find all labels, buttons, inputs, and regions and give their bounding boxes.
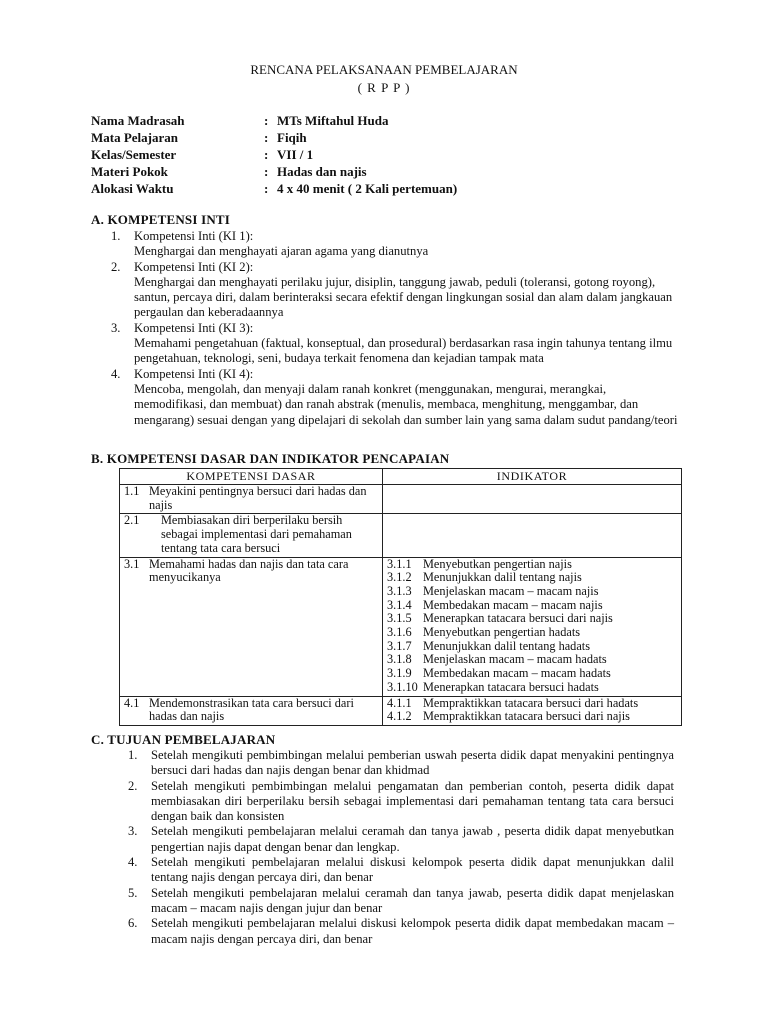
doc-subtitle: ( R P P ) bbox=[357, 80, 411, 95]
info-row bbox=[91, 112, 457, 129]
table-row bbox=[120, 557, 682, 696]
table-row bbox=[120, 485, 682, 514]
info-value: VII / 1 bbox=[277, 147, 314, 162]
info-label: Mata Pelajaran bbox=[91, 130, 179, 145]
indicator-text: Menjelaskan macam – macam najis bbox=[423, 583, 599, 598]
indicator-item bbox=[387, 640, 677, 654]
section-a-heading: A. KOMPETENSI INTI bbox=[91, 212, 231, 227]
objective-text: Setelah mengikuti pembimbingan melalui pemberian uswah peserta didik dapat menyakini pentingnya bersuci dari hadas dan najis dengan benar dan khidmad bbox=[151, 748, 674, 778]
indicator-number: 3.1.10 bbox=[387, 679, 418, 694]
indicator-item bbox=[387, 667, 677, 681]
section-b-heading: B. KOMPETENSI DASAR DAN INDIKATOR PENCAPAIAN bbox=[91, 451, 450, 466]
indicator-cell bbox=[383, 696, 682, 725]
info-colon: : bbox=[264, 147, 269, 162]
kd-number: 3.1 bbox=[124, 556, 140, 571]
indicator-text: Menjelaskan macam – macam hadats bbox=[423, 652, 607, 667]
indicator-text: Membedakan macam – macam hadats bbox=[423, 666, 611, 681]
indicator-number: 3.1.7 bbox=[387, 638, 412, 653]
indicator-text: Mempraktikkan tatacara bersuci dari najis bbox=[423, 709, 630, 724]
objective-number: 4. bbox=[128, 855, 138, 870]
objective-text: Setelah mengikuti pembimbingan melalui pengamatan dan pemberian contoh, peserta didik dapat membiasakan diri berperilaku bersih sebagai implementasi dari pemahaman tentang tata cara bersuci dengan baik dan konsisten bbox=[151, 778, 674, 824]
info-colon: : bbox=[264, 113, 269, 128]
info-label: Nama Madrasah bbox=[91, 113, 185, 128]
ki-number: 4. bbox=[111, 366, 121, 381]
objectives-list bbox=[128, 748, 674, 947]
ki-title: Kompetensi Inti (KI 2): bbox=[134, 259, 254, 274]
ki-desc: Menghargai dan menghayati perilaku jujur, disiplin, tanggung jawab, peduli (toleransi, gotong royong), santun, percaya diri, dalam berinteraksi secara efektif dengan lingkungan sosial dan alam dalam jangkauan pergaulan dan keberadaannya bbox=[134, 274, 673, 320]
ki-desc: Menghargai dan menghayati ajaran agama yang dianutnya bbox=[134, 244, 429, 259]
info-label: Alokasi Waktu bbox=[91, 181, 174, 196]
info-value: MTs Miftahul Huda bbox=[277, 113, 389, 128]
indicator-cell bbox=[383, 514, 682, 557]
info-row bbox=[91, 146, 457, 163]
table-header-row bbox=[120, 469, 682, 485]
indicator-text: Membedakan macam – macam najis bbox=[423, 597, 603, 612]
kd-number: 1.1 bbox=[124, 484, 140, 498]
indicator-number: 3.1.2 bbox=[387, 570, 412, 585]
kd-indicator-table bbox=[119, 468, 682, 726]
indicator-number: 3.1.4 bbox=[387, 597, 412, 612]
indicator-item bbox=[387, 585, 677, 599]
indicator-item bbox=[387, 571, 677, 585]
info-colon: : bbox=[264, 130, 269, 145]
indicator-item bbox=[387, 612, 677, 626]
list-item bbox=[128, 779, 674, 825]
list-item bbox=[111, 229, 681, 260]
indicator-number: 4.1.1 bbox=[387, 695, 412, 710]
info-value: Hadas dan najis bbox=[277, 164, 367, 179]
indicator-text: Menerapkan tatacara bersuci hadats bbox=[423, 679, 599, 694]
list-item bbox=[128, 855, 674, 886]
objective-text: Setelah mengikuti pembelajaran melalui diskusi kelompok peserta didik dapat membedakan macam – macam najis dengan percaya diri, dan benar bbox=[151, 916, 674, 946]
identity-block bbox=[91, 112, 457, 197]
table-row bbox=[120, 514, 682, 557]
info-row bbox=[91, 163, 457, 180]
col-header-indicator: INDIKATOR bbox=[383, 469, 682, 485]
kd-text: Membiasakan diri berperilaku bersih sebagai implementasi dari pemahaman tentang tata cara bersuci bbox=[161, 513, 352, 555]
kd-number: 2.1 bbox=[124, 513, 140, 528]
ki-title: Kompetensi Inti (KI 4): bbox=[134, 366, 254, 381]
objective-text: Setelah mengikuti pembelajaran melalui ceramah dan tanya jawab , peserta didik dapat menyebutkan pengertian najis dapat dengan benar dan lengkap. bbox=[151, 824, 674, 854]
ki-title: Kompetensi Inti (KI 3): bbox=[134, 320, 254, 335]
info-row bbox=[91, 129, 457, 146]
ki-title: Kompetensi Inti (KI 1): bbox=[134, 229, 254, 243]
col-header-kd: KOMPETENSI DASAR bbox=[120, 469, 383, 485]
indicator-number: 3.1.6 bbox=[387, 625, 412, 640]
indicator-text: Mempraktikkan tatacara bersuci dari hadats bbox=[423, 695, 639, 710]
kd-cell bbox=[120, 485, 383, 514]
kd-cell bbox=[120, 557, 383, 696]
kd-number: 4.1 bbox=[124, 695, 140, 710]
indicator-number: 3.1.9 bbox=[387, 666, 412, 681]
list-item bbox=[128, 886, 674, 917]
info-colon: : bbox=[264, 164, 269, 179]
indicator-text: Menunjukkan dalil tentang hadats bbox=[423, 638, 590, 653]
objective-text: Setelah mengikuti pembelajaran melalui diskusi kelompok peserta didik dapat menunjukkan dalil tentang najis dengan percaya diri, dan benar bbox=[151, 855, 674, 885]
indicator-item bbox=[387, 697, 677, 711]
list-item bbox=[128, 916, 674, 947]
indicator-item bbox=[387, 558, 677, 572]
kd-text: Mendemonstrasikan tata cara bersuci dari hadas dan najis bbox=[149, 695, 354, 724]
objective-text: Setelah mengikuti pembelajaran melalui ceramah dan tanya jawab, peserta didik dapat menjelaskan macam – macam najis dengan jujur dan benar bbox=[151, 885, 674, 915]
objective-number: 1. bbox=[128, 748, 138, 762]
ki-desc: Mencoba, mengolah, dan menyaji dalam ranah konkret (menggunakan, mengurai, merangkai, memodifikasi, dan membuat) dan ranah abstrak (menulis, membaca, menghitung, menggambar, dan mengarang) sesuai dengan yang dipelajari di sekolah dan sumber lain yang sama dalam sudut pandang/teori bbox=[134, 381, 678, 427]
indicator-number: 3.1.3 bbox=[387, 583, 412, 598]
kd-cell bbox=[120, 696, 383, 725]
kd-text: Meyakini pentingnya bersuci dari hadas dan najis bbox=[149, 484, 367, 512]
indicator-cell bbox=[383, 485, 682, 514]
indicator-number: 3.1.5 bbox=[387, 611, 412, 626]
indicator-item bbox=[387, 599, 677, 613]
indicator-item bbox=[387, 710, 677, 724]
objective-number: 3. bbox=[128, 824, 138, 839]
info-label: Kelas/Semester bbox=[91, 147, 177, 162]
indicator-item bbox=[387, 626, 677, 640]
list-item bbox=[128, 748, 674, 779]
kd-cell bbox=[120, 514, 383, 557]
info-value: 4 x 40 menit ( 2 Kali pertemuan) bbox=[277, 181, 458, 196]
indicator-text: Menyebutkan pengertian najis bbox=[423, 556, 572, 571]
indicator-item bbox=[387, 681, 677, 695]
indicator-cell bbox=[383, 557, 682, 696]
indicator-number: 3.1.1 bbox=[387, 556, 412, 571]
indicator-text: Menunjukkan dalil tentang najis bbox=[423, 570, 582, 585]
section-c-heading: C. TUJUAN PEMBELAJARAN bbox=[91, 732, 276, 747]
info-label: Materi Pokok bbox=[91, 164, 168, 179]
indicator-text: Menerapkan tatacara bersuci dari najis bbox=[423, 611, 613, 626]
info-row bbox=[91, 180, 457, 197]
doc-title: RENCANA PELAKSANAAN PEMBELAJARAN bbox=[250, 62, 518, 77]
table-row bbox=[120, 696, 682, 725]
list-item bbox=[111, 367, 681, 428]
objective-number: 2. bbox=[128, 778, 138, 793]
ki-desc: Memahami pengetahuan (faktual, konseptual, dan prosedural) berdasarkan rasa ingin tahunya tentang ilmu pengetahuan, teknologi, seni, budaya terkait fenomena dan kejadian tampak mata bbox=[134, 336, 673, 366]
indicator-number: 3.1.8 bbox=[387, 652, 412, 667]
list-item bbox=[128, 824, 674, 855]
objective-number: 6. bbox=[128, 916, 138, 931]
list-item bbox=[111, 321, 681, 367]
ki-list bbox=[111, 229, 681, 428]
kd-text: Memahami hadas dan najis dan tata cara menyucikanya bbox=[149, 556, 349, 585]
ki-number: 2. bbox=[111, 259, 121, 274]
list-item bbox=[111, 260, 681, 321]
ki-number: 1. bbox=[111, 229, 121, 243]
info-value: Fiqih bbox=[277, 130, 307, 145]
ki-number: 3. bbox=[111, 320, 121, 335]
info-colon: : bbox=[264, 181, 269, 196]
objective-number: 5. bbox=[128, 885, 138, 900]
indicator-number: 4.1.2 bbox=[387, 709, 412, 724]
indicator-item bbox=[387, 653, 677, 667]
indicator-text: Menyebutkan pengertian hadats bbox=[423, 625, 581, 640]
